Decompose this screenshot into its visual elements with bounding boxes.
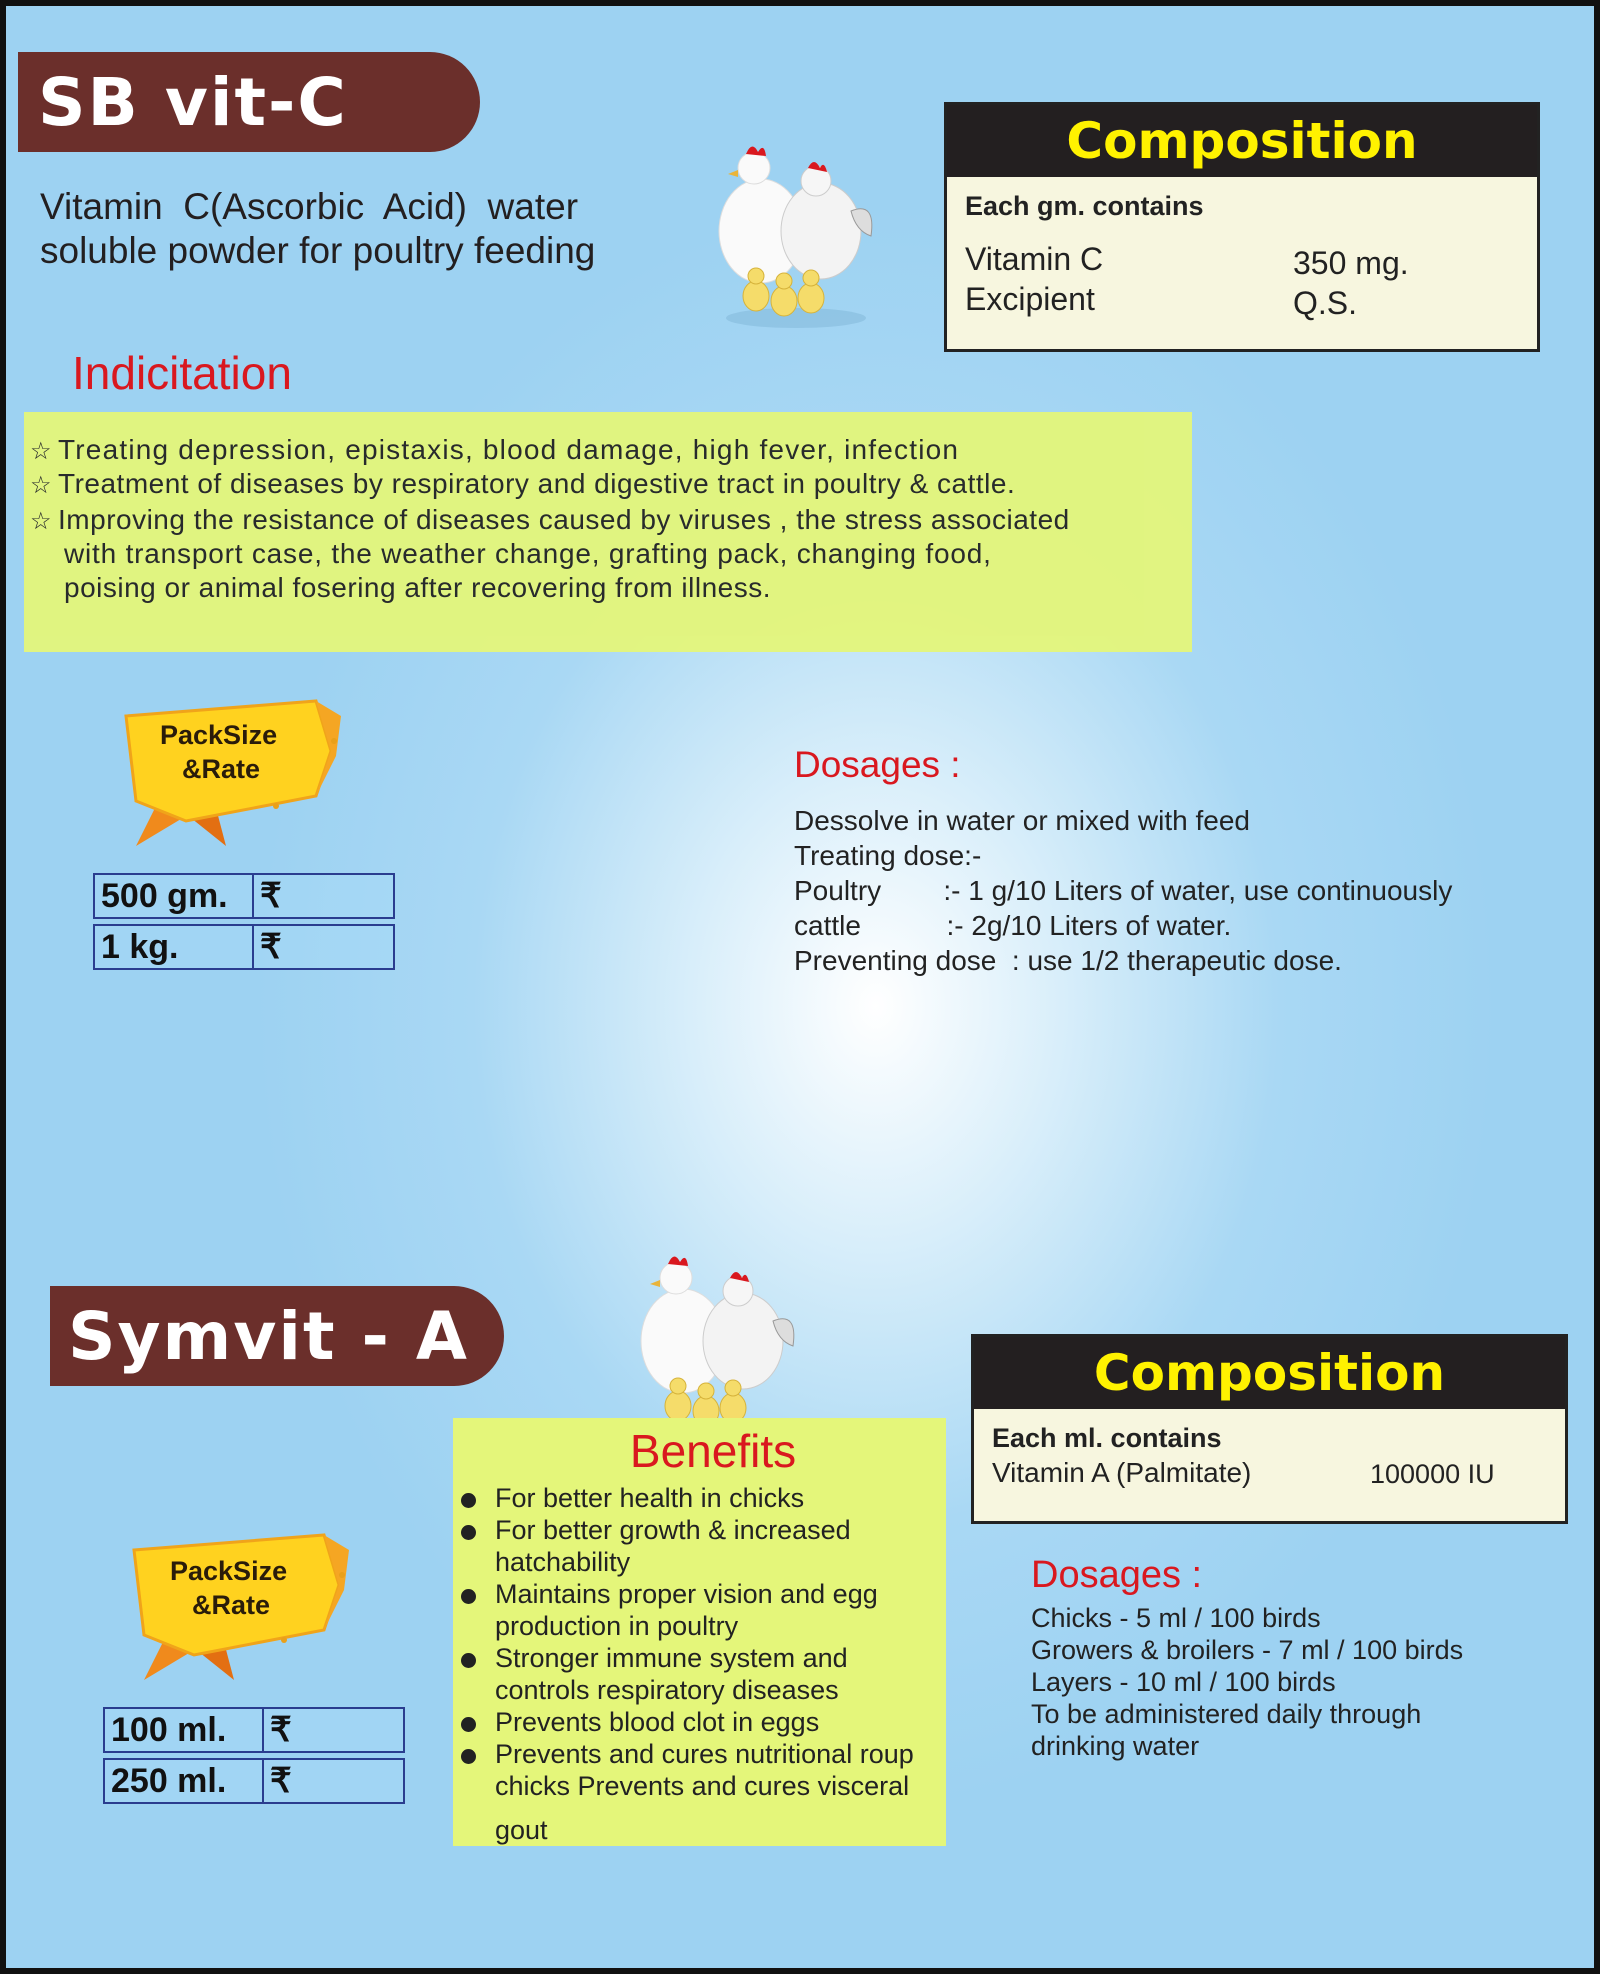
- benefit-item: Prevents blood clot in eggs: [495, 1707, 820, 1737]
- benefit-item: For better health in chicks: [495, 1483, 805, 1513]
- benefits-box: [453, 1418, 946, 1846]
- dosage-line: drinking water: [1031, 1731, 1200, 1761]
- dosage-line: Treating dose:-: [794, 840, 982, 871]
- table-row: [93, 873, 395, 919]
- benefit-item-cont: gout: [495, 1815, 548, 1845]
- pack-size-cell: 500 gm.: [93, 873, 254, 919]
- product2-rate-table: [103, 1702, 405, 1809]
- indication-text: poising or animal fosering after recovering from illness.: [64, 572, 772, 603]
- pack-size-badge: [124, 1530, 354, 1690]
- product2-composition-contains: Each ml. contains: [992, 1423, 1222, 1453]
- star-icon: ☆: [30, 508, 53, 535]
- product2-composition-row-name: Vitamin A (Palmitate): [992, 1457, 1252, 1488]
- pack-size-cell: 250 ml.: [103, 1758, 264, 1804]
- benefit-item-cont: production in poultry: [495, 1611, 739, 1641]
- pack-size-cell: 100 ml.: [103, 1707, 264, 1753]
- bullet-icon: [461, 1749, 476, 1764]
- pack-size-cell: 1 kg.: [93, 924, 254, 970]
- product2-composition-box: [971, 1334, 1568, 1524]
- product1-composition-row-name: Excipient: [965, 281, 1095, 317]
- product1-title: SB vit-C: [38, 63, 348, 141]
- chickens-image: [628, 1246, 808, 1446]
- benefit-item: For better growth & increased: [495, 1515, 851, 1545]
- dosage-line: cattle :- 2g/10 Liters of water.: [794, 910, 1232, 941]
- star-icon: ☆: [30, 438, 53, 465]
- benefit-item: Stronger immune system and: [495, 1643, 848, 1673]
- product2-title: Symvit - A: [68, 1297, 469, 1375]
- rate-cell: ₹: [264, 1758, 405, 1804]
- bullet-icon: [461, 1525, 476, 1540]
- dosage-line: Layers - 10 ml / 100 birds: [1031, 1667, 1336, 1697]
- indication-heading: Indicitation: [72, 347, 292, 399]
- dosage-line: Growers & broilers - 7 ml / 100 birds: [1031, 1635, 1464, 1665]
- product1-subtitle-line1: Vitamin C(Ascorbic Acid) water: [40, 186, 579, 227]
- bullet-icon: [461, 1717, 476, 1732]
- indication-item: [30, 504, 1070, 536]
- benefit-item-cont: chicks Prevents and cures visceral: [495, 1771, 910, 1801]
- dosage-line: Dessolve in water or mixed with feed: [794, 805, 1250, 836]
- product1-composition-row-name: Vitamin C: [965, 241, 1104, 277]
- indication-text: Treating depression, epistaxis, blood damage, high fever, infection: [58, 434, 960, 465]
- benefits-heading: Benefits: [629, 1425, 797, 1477]
- rate-cell: ₹: [264, 1707, 405, 1753]
- product1-rate-table: [93, 868, 395, 975]
- product2-composition-header: Composition: [974, 1337, 1565, 1409]
- bullet-icon: [461, 1589, 476, 1604]
- benefit-item-cont: controls respiratory diseases: [495, 1675, 839, 1705]
- product1-composition-box: [944, 102, 1540, 352]
- indication-text: with transport case, the weather change, grafting pack, changing food,: [64, 538, 992, 569]
- bullet-icon: [461, 1653, 476, 1668]
- pack-size-badge: [116, 696, 346, 856]
- indication-text: Treatment of diseases by respiratory and digestive tract in poultry & cattle.: [58, 468, 1016, 499]
- dosage-line: To be administered daily through: [1031, 1699, 1422, 1729]
- chickens-image: [706, 136, 886, 336]
- benefit-item: Maintains proper vision and egg: [495, 1579, 878, 1609]
- dosage-line: Poultry :- 1 g/10 Liters of water, use continuously: [794, 875, 1453, 906]
- benefit-item-cont: hatchability: [495, 1547, 631, 1577]
- pack-badge-line2: &Rate: [182, 754, 261, 784]
- product1-composition-row-value: 350 mg.: [1293, 245, 1409, 281]
- product1-subtitle-line2: soluble powder for poultry feeding: [40, 230, 596, 271]
- indication-text: Improving the resistance of diseases caused by viruses , the stress associated: [58, 504, 1070, 535]
- product1-title-banner: [18, 52, 480, 152]
- pack-badge-line1: PackSize: [160, 720, 278, 750]
- benefit-item: Prevents and cures nutritional roup: [495, 1739, 914, 1769]
- pack-badge-line1: PackSize: [170, 1556, 288, 1586]
- bullet-icon: [461, 1493, 476, 1508]
- product1-composition-header: Composition: [947, 105, 1537, 177]
- table-row: [103, 1707, 405, 1753]
- dosage-line: Chicks - 5 ml / 100 birds: [1031, 1603, 1321, 1633]
- pack-badge-line2: &Rate: [192, 1590, 271, 1620]
- indication-item: [30, 434, 959, 466]
- product2-dosages-heading: Dosages :: [1031, 1554, 1203, 1596]
- product2-composition-row-value: 100000 IU: [1370, 1459, 1495, 1489]
- product2-title-banner: [50, 1286, 504, 1386]
- rate-cell: ₹: [254, 924, 395, 970]
- indication-box: [24, 412, 1192, 652]
- star-icon: ☆: [30, 472, 53, 499]
- product1-dosages-heading: Dosages :: [794, 744, 961, 785]
- table-row: [103, 1758, 405, 1804]
- indication-item: [30, 468, 1015, 500]
- table-row: [93, 924, 395, 970]
- product1-composition-row-value: Q.S.: [1293, 285, 1358, 321]
- rate-cell: ₹: [254, 873, 395, 919]
- product1-composition-contains: Each gm. contains: [965, 191, 1204, 221]
- dosage-line: Preventing dose : use 1/2 therapeutic dose.: [794, 945, 1342, 976]
